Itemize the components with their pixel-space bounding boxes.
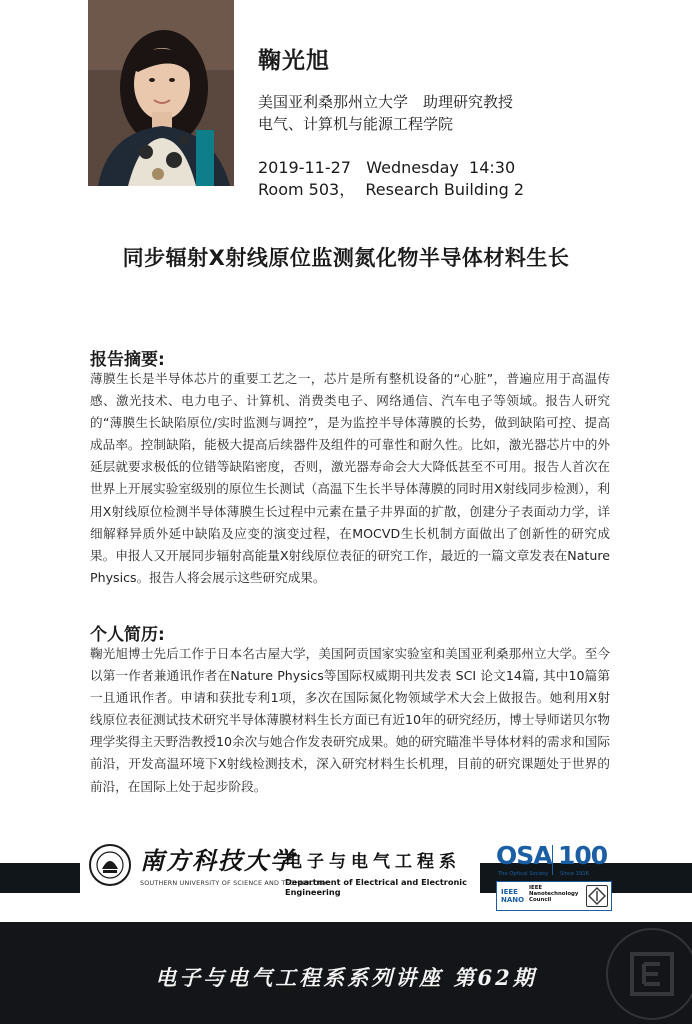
osa-since: Since 1916 bbox=[560, 871, 589, 877]
bio-text: 鞠光旭博士先后工作于日本名古屋大学，美国阿贡国家实验室和美国亚利桑那州立大学。至今以第一作者兼通讯作者在Nature Physics等国际权威期刊共发表 SCI 论文14篇, 其中10篇第一且通讯作者。申请和获批专利1项，多次在国际氮化物领域学术大会上做报告。她利用X射线原位表征测试技术研究半导体薄膜材料生长方面已有近10年的研究经历，博士导师诺贝尔物理学奖得主天野浩教授10余次与她合作发表研究成果。她的研究瞄准半导体材料的需求和国际前沿，开发高温环境下X射线检测技术，深入研究材料生长机理，目前的研究课题处于世界的前沿，在国际上处于起步阶段。 bbox=[90, 646, 610, 794]
speaker-photo bbox=[88, 0, 234, 186]
affiliation-university: 美国亚利桑那州立大学 助理研究教授 bbox=[258, 93, 514, 111]
ieee-diamond-icon bbox=[586, 885, 608, 907]
abstract-text: 薄膜生长是半导体芯片的重要工艺之一，芯片是所有整机设备的“心脏”，普遍应用于高温传感、激光技术、电力电子、计算机、消费类电子、网络通信、汽车电子等领域。报告人研究的“薄膜生长缺陷原位/实时监测与调控”，是为监控半导体薄膜的长势，做到缺陷可控、提高成品率。控制缺陷，能极大提高后续器件及组件的可靠性和耐久性。比如，激光器芯片中的外延层就要求极低的位错等缺陷密度，否则，激光器寿命会大大降低甚至不可用。报告人首次在世界上开展实验室级别的原位生长测试（高温下生长半导体薄膜的同时用X射线同步检测），利用X射线原位检测半导体薄膜生长过程中元素在量子井界面的扩散，创建分子表面动力学，详细解释异质外延中缺陷及应变的演变过程，在MOCVD生长机制方面做出了创新性的研究成果。申报人又开展同步辐射高能量X射线原位表征的研究工作，最近的一篇文章发表在Nature Physics。报告人将会展示这些研究成果。 bbox=[90, 371, 623, 585]
partner-logos bbox=[496, 841, 612, 911]
talk-title: 同步辐射X射线原位监测氮化物半导体材料生长 bbox=[122, 246, 570, 270]
ieee-nano-line2: NANO bbox=[501, 896, 525, 904]
department-name-cn: 电子与电气工程系 bbox=[285, 852, 461, 872]
ieee-nano-line1: IEEE bbox=[501, 888, 518, 896]
speaker-name: 鞠光旭 bbox=[258, 48, 330, 74]
osa-tagline: The Optical Society bbox=[498, 871, 549, 877]
council-line2: Nanotechnology bbox=[529, 891, 579, 897]
portrait-illustration bbox=[88, 0, 234, 186]
nano-council-label bbox=[529, 885, 578, 903]
footer-banner bbox=[0, 922, 692, 1024]
talk-datetime: 2019-11-27 Wednesday 14:30 bbox=[258, 158, 516, 177]
council-line1: IEEE bbox=[529, 885, 543, 891]
ieee-nano-logo bbox=[496, 881, 612, 911]
sustech-name-cn: 南方科技大学 bbox=[140, 846, 296, 875]
speaker-affiliation bbox=[258, 91, 678, 135]
talk-schedule bbox=[258, 157, 678, 201]
osa-logo: OSA bbox=[496, 841, 552, 870]
talk-venue: Room 503， Research Building 2 bbox=[258, 180, 525, 199]
osa-divider bbox=[552, 845, 553, 875]
affiliation-school: 电气、计算机与能源工程学院 bbox=[258, 115, 454, 133]
sustech-seal-icon bbox=[88, 843, 132, 887]
bio-heading: 个人简历: bbox=[90, 625, 165, 645]
sustech-logo-card bbox=[80, 835, 480, 903]
speaker-info bbox=[258, 42, 678, 201]
department-name-en: Department of Electrical and Electronic Engineering bbox=[285, 877, 467, 897]
sustech-name-en: SOUTHERN UNIVERSITY OF SCIENCE AND TECHNOLOGY bbox=[140, 879, 328, 887]
council-line3: Council bbox=[529, 897, 552, 903]
osa-100-logo: 100 bbox=[558, 841, 608, 870]
ieee-nano-label bbox=[501, 888, 527, 904]
abstract-heading: 报告摘要: bbox=[90, 350, 165, 370]
lecture-series-label: 电子与电气工程系系列讲座 第62期 bbox=[155, 965, 537, 990]
